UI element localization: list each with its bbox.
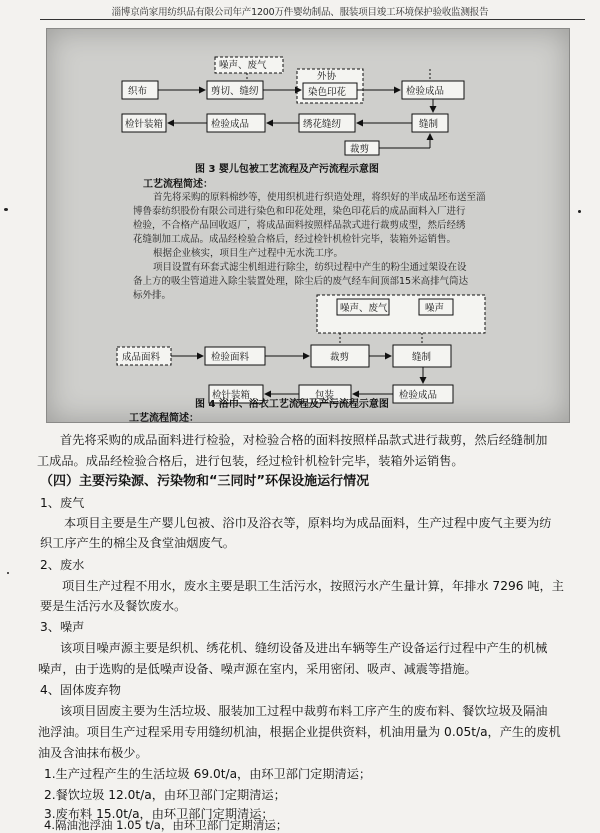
figure3-desc-line: 博鲁泰纺织股份有限公司进行染色和印花处理，染色印花后的成品面料入厂进行 [133,206,466,217]
figure3-desc-line: 根据企业核实，项目生产过程中无水洗工序。 [153,248,344,259]
figure3-desc-line: 花缝制加工成品。成品经检验合格后，经过检针机检针完毕，装箱外运销售。 [133,234,457,245]
figure4-flow-diagram [47,287,569,401]
f4-pack-label: 包装 [315,390,335,401]
f4-fabric-label: 成品面料 [122,352,161,363]
f4-cut-label: 裁剪 [330,352,350,363]
header-rule [40,19,585,20]
figure4-caption: 图 4 浴巾、浴衣工艺流程及产污流程示意图 [195,399,389,410]
noise-line: 该项目噪声源主要是织机、绣花机、缝纫设备及进出车辆等生产设备运行过程中产生的机械 [60,641,548,655]
f3-fabric-label: 织布 [128,86,148,97]
section-waste-gas-title: 1、废气 [40,496,85,510]
figure3-desc-line: 首先将采购的原料棉纱等，使用织机进行织造处理，将织好的半成品坯布送至淄 [153,192,486,203]
noise-line: 噪声，由于选购的是低噪声设备、噪声源在室内，采用密闭、吸声、减震等措施。 [38,662,477,676]
figure4-desc-title: 工艺流程简述： [129,413,199,424]
photographed-figure-page [46,28,570,423]
solid-waste-list-item: 4.隔油池浮油 1.05 t/a，由环卫部门定期清运； [44,818,288,832]
f3-embroider-label: 绣花缝纫 [303,119,342,130]
section-wastewater-title: 2、废水 [40,558,85,572]
f4-noise-label: 噪声 [425,303,445,314]
solid-waste-line: 油及含油抹布极少。 [38,746,148,760]
solid-waste-list-item: 2.餐饮垃圾 12.0t/a，由环卫部门定期清运； [44,788,286,802]
figure3-desc-line: 检验，不合格产品回收返厂，将成品面料按照样品款式进行裁剪成型，然后经绣 [133,220,466,231]
wastewater-line: 项目生产过程不用水，废水主要是职工生活污水，按照污水产生量计算，年排水 7296 吨，主 [62,579,564,593]
figure3-desc-line: 备上方的吸尘管道进入除尘装置处理，除尘后的废气经车间顶部15米高排气筒达 [133,276,469,287]
figure3-desc-title: 工艺流程简述： [143,179,213,190]
figure3-flow-diagram [47,29,569,159]
scan-speck [7,572,9,574]
solid-waste-line: 该项目固废主要为生活垃圾、服装加工过程中裁剪布料工序产生的废布料、餐饮垃圾及隔油 [60,704,548,718]
figure3-desc-line: 项目设置有环套式滤尘机组进行除尘，纺织过程中产生的粉尘通过架设在设 [153,262,467,273]
solid-waste-list-item: 3.废布料 15.0t/a，由环卫部门定期清运； [44,807,274,821]
f4-sew-label: 缝制 [412,352,432,363]
scan-speck [578,210,581,213]
f3-inspect-mid-label: 检验成品 [211,119,250,130]
report-header: 淄博京尚家用纺织品有限公司年产1200万件婴幼制品、服装项目竣工环境保护验收监测报告 [111,7,489,18]
waste-gas-line: 织工序产生的棉尘及食堂油烟废气。 [40,536,235,550]
section-solid-waste-title: 4、固体废弃物 [40,683,121,697]
f3-cut-label: 裁剪 [350,144,370,155]
f3-noise-gas-label: 噪声、废气 [219,60,267,71]
f3-cutting-label: 剪切、缝纫 [211,86,259,97]
f4-noise-gas-label: 噪声、废气 [340,303,388,314]
f3-sew-label: 缝制 [419,119,439,130]
f3-needle-label: 检针装箱 [125,119,164,130]
f4-needle-label: 检针装箱 [212,390,251,401]
figure3-caption: 图 3 婴儿包被工艺流程及产污流程示意图 [195,164,379,175]
f4-inspect-fabric-label: 检验面料 [211,352,250,363]
solid-waste-list-item: 1.生产过程产生的生活垃圾 69.0t/a，由环卫部门定期清运； [44,767,372,781]
f3-printing-label: 染色印花 [308,87,347,98]
intro-line: 工成品。成品经检验合格后，进行包装，经过检针机检针完毕，装箱外运销售。 [37,454,464,468]
scan-speck [4,208,8,211]
section4-title: （四）主要污染源、污染物和“三同时”环保设施运行情况 [40,474,370,489]
wastewater-line: 要是生活污水及餐饮废水。 [40,599,187,613]
solid-waste-line: 池浮油。项目生产过程采用专用缝纫机油，根据企业提供资料，机油用量为 0.05t/a，产生的废机 [38,725,561,739]
section-noise-title: 3、噪声 [40,620,85,634]
f4-inspect-product-label: 检验成品 [399,390,438,401]
f3-inspect-top-label: 检验成品 [406,86,445,97]
intro-line: 首先将采购的成品面料进行检验，对检验合格的面料按照样品款式进行裁剪，然后经缝制加 [60,433,548,447]
figure3-desc-line: 标外排。 [133,290,172,301]
waste-gas-line: 本项目主要是生产婴儿包被、浴巾及浴衣等，原料均为成品面料，生产过程中废气主要为纺 [64,516,552,530]
f3-printing-top-label: 外协 [317,71,337,82]
